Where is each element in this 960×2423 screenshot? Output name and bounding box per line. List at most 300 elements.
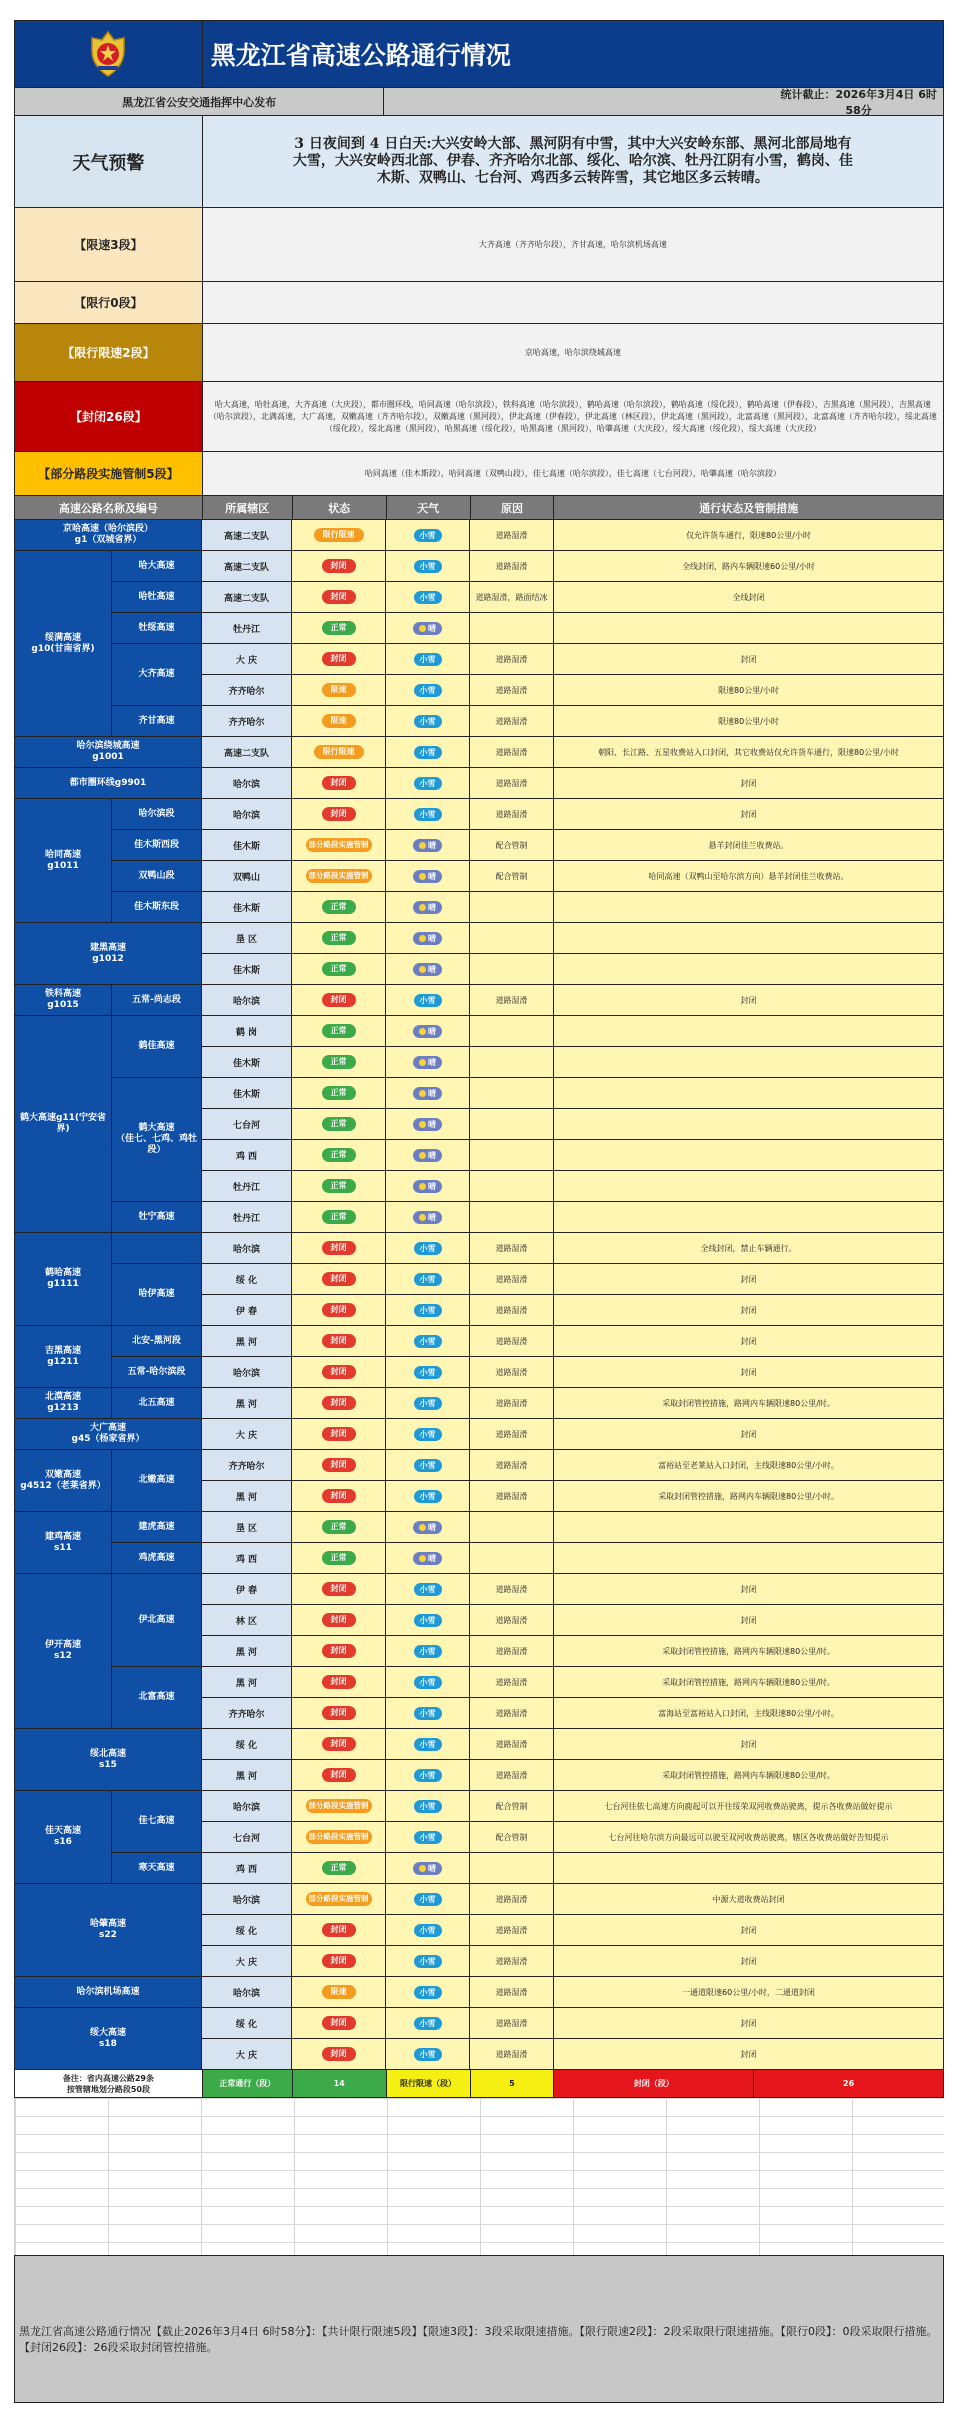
totals-note: 备注：省内高速公路29条 按管辖地划分路段50段 bbox=[15, 2070, 203, 2098]
summary-text bbox=[203, 282, 944, 324]
summary-row bbox=[14, 208, 944, 282]
highway-name: 都市圈环线g9901 bbox=[15, 768, 202, 799]
region-cell: 哈尔滨 bbox=[202, 768, 292, 799]
weather-warning-text: 3 日夜间到 4 日白天:大兴安岭大部、黑河阴有中雪，其中大兴安岭东部、黑河北部局地有大雪，大兴安岭西北部、伊春、齐齐哈尔北部、绥化、哈尔滨、牡丹江阴有小雪，鹤岗、佳木斯、双鸭山、七台河、鸡西多云转阵雪，其它地区多云转晴。 bbox=[203, 116, 944, 208]
snow-icon: 小雪 bbox=[414, 529, 442, 542]
highway-name: 铁科高速 g1015 bbox=[15, 985, 112, 1016]
measures-cell: 封闭 bbox=[554, 1326, 944, 1357]
region-cell: 牡丹江 bbox=[202, 1202, 292, 1233]
status-badge: 正常 bbox=[322, 1210, 356, 1224]
summary-text: 哈同高速（佳木斯段），哈同高速（双鸭山段），佳七高速（哈尔滨段），佳七高速（七台河段），哈肇高速（哈尔滨段） bbox=[203, 452, 944, 496]
section-name: 伊北高速 bbox=[112, 1574, 202, 1667]
highway-group bbox=[14, 2008, 944, 2070]
region-cell: 高速二支队 bbox=[202, 737, 292, 768]
col-name: 高速公路名称及编号 bbox=[15, 496, 203, 520]
reason-cell: 道路湿滑 bbox=[470, 1295, 554, 1326]
region-cell: 哈尔滨 bbox=[202, 799, 292, 830]
weather-cell bbox=[386, 675, 470, 706]
measures-cell bbox=[554, 923, 944, 954]
snow-icon: 小雪 bbox=[414, 1645, 442, 1658]
section-name: 牡宁高速 bbox=[112, 1202, 202, 1233]
highway-name: 哈同高速 g1011 bbox=[15, 799, 112, 923]
reason-cell: 道路湿滑 bbox=[470, 644, 554, 675]
snow-icon: 小雪 bbox=[414, 1583, 442, 1596]
region-cell: 绥 化 bbox=[202, 1729, 292, 1760]
measures-cell: 封闭 bbox=[554, 1295, 944, 1326]
summary-label: 【限行0段】 bbox=[15, 282, 203, 324]
status-badge: 封闭 bbox=[322, 1427, 356, 1441]
reason-cell bbox=[470, 1543, 554, 1574]
weather-cell bbox=[386, 1884, 470, 1915]
region-cell: 鸡 西 bbox=[202, 1543, 292, 1574]
reason-cell bbox=[470, 1016, 554, 1047]
highway-name: 哈尔滨机场高速 bbox=[15, 1977, 202, 2008]
status-badge: 部分路段实施管制 bbox=[306, 1892, 372, 1906]
status-badge: 封闭 bbox=[322, 559, 356, 573]
weather-cell bbox=[386, 830, 470, 861]
weather-cell bbox=[386, 1047, 470, 1078]
snow-icon: 小雪 bbox=[414, 1955, 442, 1968]
status-badge: 正常 bbox=[322, 1551, 356, 1565]
snow-icon: 小雪 bbox=[414, 1986, 442, 1999]
status-badge: 正常 bbox=[322, 931, 356, 945]
measures-cell bbox=[554, 954, 944, 985]
issuer: 黑龙江省公安交通指挥中心发布 bbox=[15, 88, 384, 116]
reason-cell bbox=[470, 613, 554, 644]
status-cell bbox=[292, 1791, 386, 1822]
summary-text: 大齐高速（齐齐哈尔段），齐甘高速，哈尔滨机场高速 bbox=[203, 208, 944, 282]
status-badge: 正常 bbox=[322, 1520, 356, 1534]
highway-group bbox=[14, 520, 944, 551]
measures-cell: 富海站至富裕站入口封闭，主线限速80公里/小时。 bbox=[554, 1698, 944, 1729]
status-badge: 封闭 bbox=[322, 1582, 356, 1596]
highway-group bbox=[14, 1016, 944, 1233]
measures-cell: 采取封闭管控措施，路网内车辆限速80公里/小时。 bbox=[554, 1481, 944, 1512]
weather-cell bbox=[386, 768, 470, 799]
status-cell bbox=[292, 1202, 386, 1233]
snow-icon: 小雪 bbox=[414, 1335, 442, 1348]
status-cell bbox=[292, 1078, 386, 1109]
snow-icon: 小雪 bbox=[414, 1707, 442, 1720]
reason-cell: 道路湿滑 bbox=[470, 1698, 554, 1729]
sunny-icon: 晴 bbox=[413, 1087, 442, 1100]
limit-count: 5 bbox=[471, 2070, 555, 2098]
weather-cell bbox=[386, 1109, 470, 1140]
status-badge: 封闭 bbox=[322, 1675, 356, 1689]
weather-cell bbox=[386, 1388, 470, 1419]
weather-cell bbox=[386, 644, 470, 675]
summary-row bbox=[14, 382, 944, 452]
sunny-icon: 晴 bbox=[413, 1149, 442, 1162]
totals-row bbox=[14, 2070, 944, 2098]
region-cell: 齐齐哈尔 bbox=[202, 706, 292, 737]
reason-cell: 道路湿滑 bbox=[470, 1636, 554, 1667]
snow-icon: 小雪 bbox=[414, 1769, 442, 1782]
measures-cell: 封闭 bbox=[554, 1264, 944, 1295]
status-badge: 部分路段实施管制 bbox=[306, 869, 372, 883]
snow-icon: 小雪 bbox=[414, 1893, 442, 1906]
reason-cell: 道路湿滑 bbox=[470, 2008, 554, 2039]
snow-icon: 小雪 bbox=[414, 1304, 442, 1317]
reason-cell: 道路湿滑 bbox=[470, 706, 554, 737]
reason-cell: 道路湿滑 bbox=[470, 799, 554, 830]
weather-cell bbox=[386, 1822, 470, 1853]
status-cell bbox=[292, 1698, 386, 1729]
snow-icon: 小雪 bbox=[414, 2048, 442, 2061]
measures-cell: 富裕站至老莱站入口封闭，主线限速80公里/小时。 bbox=[554, 1450, 944, 1481]
weather-cell bbox=[386, 1791, 470, 1822]
status-badge: 封闭 bbox=[322, 590, 356, 604]
status-cell bbox=[292, 954, 386, 985]
status-badge: 封闭 bbox=[322, 1706, 356, 1720]
measures-cell: 仅允许货车通行，限速80公里/小时 bbox=[554, 520, 944, 551]
status-cell bbox=[292, 1295, 386, 1326]
limit-label: 限行限速（段） bbox=[387, 2070, 471, 2098]
measures-cell: 采取封闭管控措施，路网内车辆限速80公里/时。 bbox=[554, 1760, 944, 1791]
weather-cell bbox=[386, 551, 470, 582]
weather-cell bbox=[386, 861, 470, 892]
snow-icon: 小雪 bbox=[414, 1924, 442, 1937]
region-cell: 高速二支队 bbox=[202, 551, 292, 582]
status-cell bbox=[292, 1388, 386, 1419]
section-name: 五常-哈尔滨段 bbox=[112, 1357, 202, 1388]
reason-cell: 道路湿滑 bbox=[470, 985, 554, 1016]
summary-text: 哈大高速，哈牡高速，大齐高速（大庆段），都市圈环线，哈同高速（哈尔滨段），铁科高速（哈尔滨段），鹤哈高速（哈尔滨段），鹤哈高速（绥化段），鹤哈高速（伊春段），吉黑高速（黑河段），吉黑高速（哈尔滨段），北满高速，大广高速，双嫩高速（齐齐哈尔段），双嫩高速（黑河段），伊北高速（伊春段），伊北高速（林区段），伊北高速（黑河段），北富高速（黑河段），北富高速（齐齐哈尔段），绥北高速（绥化段），绥北高速（黑河段），哈黑高速（绥化段），哈黑高速（黑河段），哈肇高速（大庆段），绥大高速（绥化段），绥大高速（大庆段） bbox=[203, 382, 944, 452]
snow-icon: 小雪 bbox=[414, 777, 442, 790]
weather-cell bbox=[386, 1419, 470, 1450]
col-region: 所属辖区 bbox=[203, 496, 293, 520]
region-cell: 黑 河 bbox=[202, 1636, 292, 1667]
status-badge: 正常 bbox=[322, 1179, 356, 1193]
region-cell: 佳木斯 bbox=[202, 892, 292, 923]
header-row bbox=[14, 20, 944, 88]
summary-row bbox=[14, 452, 944, 496]
status-badge: 正常 bbox=[322, 1024, 356, 1038]
measures-cell: 哈同高速（双鸭山至哈尔滨方向）悬羊封闭佳兰收费站。 bbox=[554, 861, 944, 892]
weather-cell bbox=[386, 1667, 470, 1698]
region-cell: 牡丹江 bbox=[202, 613, 292, 644]
highway-group bbox=[14, 1977, 944, 2008]
measures-cell: 封闭 bbox=[554, 799, 944, 830]
measures-cell: 封闭 bbox=[554, 2008, 944, 2039]
measures-cell bbox=[554, 613, 944, 644]
reason-cell: 道路湿滑 bbox=[470, 1357, 554, 1388]
reason-cell bbox=[470, 1078, 554, 1109]
weather-cell bbox=[386, 1946, 470, 1977]
region-cell: 哈尔滨 bbox=[202, 985, 292, 1016]
summary-label: 【限速3段】 bbox=[15, 208, 203, 282]
status-cell bbox=[292, 923, 386, 954]
measures-cell: 封闭 bbox=[554, 1946, 944, 1977]
status-cell bbox=[292, 675, 386, 706]
status-badge: 封闭 bbox=[322, 1954, 356, 1968]
weather-cell bbox=[386, 1326, 470, 1357]
sunny-icon: 晴 bbox=[413, 622, 442, 635]
measures-cell bbox=[554, 892, 944, 923]
highway-name: 鹤大高速g11(宁安省界) bbox=[15, 1016, 112, 1233]
summary-label: 【限行限速2段】 bbox=[15, 324, 203, 382]
measures-cell: 七台河往哈尔滨方向最远可以驶至双河收费站驶离，辖区各收费站做好告知提示 bbox=[554, 1822, 944, 1853]
status-badge: 封闭 bbox=[322, 993, 356, 1007]
measures-cell: 朝阳、长江路、五星收费站入口封闭，其它收费站仅允许货车通行，限速80公里/小时 bbox=[554, 737, 944, 768]
reason-cell bbox=[470, 1853, 554, 1884]
highway-group bbox=[14, 799, 944, 923]
snow-icon: 小雪 bbox=[414, 1397, 442, 1410]
region-cell: 哈尔滨 bbox=[202, 1977, 292, 2008]
section-name: 北五高速 bbox=[112, 1388, 202, 1419]
reason-cell bbox=[470, 1109, 554, 1140]
stat-time: 统计截止：2026年3月4日 6时58分 bbox=[384, 88, 944, 116]
measures-cell: 封闭 bbox=[554, 768, 944, 799]
status-cell bbox=[292, 1047, 386, 1078]
reason-cell: 道路湿滑 bbox=[470, 675, 554, 706]
snow-icon: 小雪 bbox=[414, 1242, 442, 1255]
measures-cell: 采取封闭管控措施，路网内车辆限速80公里/时。 bbox=[554, 1636, 944, 1667]
measures-cell: 封闭 bbox=[554, 1419, 944, 1450]
status-badge: 封闭 bbox=[322, 1396, 356, 1410]
status-cell bbox=[292, 1884, 386, 1915]
status-badge: 封闭 bbox=[322, 776, 356, 790]
reason-cell: 道路湿滑 bbox=[470, 551, 554, 582]
weather-cell bbox=[386, 613, 470, 644]
status-badge: 封闭 bbox=[322, 1644, 356, 1658]
highway-group bbox=[14, 1326, 944, 1388]
highway-group bbox=[14, 1233, 944, 1326]
status-cell bbox=[292, 799, 386, 830]
status-badge: 限速 bbox=[322, 714, 356, 728]
weather-cell bbox=[386, 1450, 470, 1481]
status-cell bbox=[292, 2039, 386, 2070]
status-badge: 封闭 bbox=[322, 1737, 356, 1751]
highway-group bbox=[14, 923, 944, 985]
section-name: 大齐高速 bbox=[112, 644, 202, 706]
region-cell: 大 庆 bbox=[202, 1946, 292, 1977]
measures-cell: 封闭 bbox=[554, 644, 944, 675]
status-cell bbox=[292, 613, 386, 644]
region-cell: 大 庆 bbox=[202, 2039, 292, 2070]
region-cell: 哈尔滨 bbox=[202, 1884, 292, 1915]
measures-cell: 限速80公里/小时 bbox=[554, 706, 944, 737]
snow-icon: 小雪 bbox=[414, 653, 442, 666]
highway-group bbox=[14, 1884, 944, 1977]
status-cell bbox=[292, 1543, 386, 1574]
weather-cell bbox=[386, 1295, 470, 1326]
snow-icon: 小雪 bbox=[414, 1676, 442, 1689]
reason-cell: 道路湿滑 bbox=[470, 1884, 554, 1915]
status-badge: 封闭 bbox=[322, 1241, 356, 1255]
snow-icon: 小雪 bbox=[414, 1831, 442, 1844]
police-emblem bbox=[15, 21, 203, 88]
status-cell bbox=[292, 1977, 386, 2008]
status-badge: 封闭 bbox=[322, 1613, 356, 1627]
measures-cell: 中源大道收费站封闭 bbox=[554, 1884, 944, 1915]
col-measures: 通行状态及管制措施 bbox=[554, 496, 944, 520]
region-cell: 绥 化 bbox=[202, 1264, 292, 1295]
measures-cell: 封闭 bbox=[554, 1915, 944, 1946]
reason-cell bbox=[470, 892, 554, 923]
status-cell bbox=[292, 1760, 386, 1791]
region-cell: 七台河 bbox=[202, 1822, 292, 1853]
reason-cell: 道路湿滑 bbox=[470, 1946, 554, 1977]
reason-cell: 道路湿滑 bbox=[470, 1388, 554, 1419]
section-name bbox=[112, 1233, 202, 1264]
reason-cell bbox=[470, 1171, 554, 1202]
status-badge: 部分路段实施管制 bbox=[306, 838, 372, 852]
measures-cell bbox=[554, 1853, 944, 1884]
snow-icon: 小雪 bbox=[414, 808, 442, 821]
snow-icon: 小雪 bbox=[414, 591, 442, 604]
status-cell bbox=[292, 861, 386, 892]
measures-cell: 全线封闭，禁止车辆通行。 bbox=[554, 1233, 944, 1264]
weather-cell bbox=[386, 1915, 470, 1946]
reason-cell: 配合管制 bbox=[470, 861, 554, 892]
status-cell bbox=[292, 1574, 386, 1605]
status-badge: 正常 bbox=[322, 621, 356, 635]
section-name: 寒天高速 bbox=[112, 1853, 202, 1884]
highway-name: 吉黑高速 g1211 bbox=[15, 1326, 112, 1388]
reason-cell: 道路湿滑 bbox=[470, 1574, 554, 1605]
reason-cell: 道路湿滑 bbox=[470, 1233, 554, 1264]
measures-cell: 封闭 bbox=[554, 2039, 944, 2070]
weather-cell bbox=[386, 1698, 470, 1729]
highway-name: 北漠高速 g1213 bbox=[15, 1388, 112, 1419]
section-name: 齐甘高速 bbox=[112, 706, 202, 737]
reason-cell: 道路湿滑 bbox=[470, 1667, 554, 1698]
status-cell bbox=[292, 582, 386, 613]
reason-cell: 道路湿滑 bbox=[470, 737, 554, 768]
status-badge: 正常 bbox=[322, 1861, 356, 1875]
highway-group bbox=[14, 1388, 944, 1419]
region-cell: 高速二支队 bbox=[202, 520, 292, 551]
highway-name: 建黑高速 g1012 bbox=[15, 923, 202, 985]
measures-cell: 封闭 bbox=[554, 985, 944, 1016]
weather-cell bbox=[386, 1574, 470, 1605]
sunny-icon: 晴 bbox=[413, 1118, 442, 1131]
summary-row bbox=[14, 282, 944, 324]
status-badge: 封闭 bbox=[322, 652, 356, 666]
highway-name: 双嫩高速 g4512（老莱省界） bbox=[15, 1450, 112, 1512]
sunny-icon: 晴 bbox=[413, 870, 442, 883]
region-cell: 鹤 岗 bbox=[202, 1016, 292, 1047]
sunny-icon: 晴 bbox=[413, 1025, 442, 1038]
reason-cell: 道路湿滑 bbox=[470, 1326, 554, 1357]
closed-label: 封闭（段） bbox=[554, 2070, 754, 2098]
table-header bbox=[14, 496, 944, 520]
measures-cell bbox=[554, 1109, 944, 1140]
measures-cell: 采取封闭管控措施，路网内车辆限速80公里/时。 bbox=[554, 1667, 944, 1698]
weather-cell bbox=[386, 923, 470, 954]
sunny-icon: 晴 bbox=[413, 1521, 442, 1534]
status-badge: 封闭 bbox=[322, 2047, 356, 2061]
status-badge: 封闭 bbox=[322, 1272, 356, 1286]
reason-cell: 道路湿滑 bbox=[470, 1481, 554, 1512]
region-cell: 哈尔滨 bbox=[202, 1791, 292, 1822]
snow-icon: 小雪 bbox=[414, 1428, 442, 1441]
weather-cell bbox=[386, 1140, 470, 1171]
region-cell: 绥 化 bbox=[202, 2008, 292, 2039]
snow-icon: 小雪 bbox=[414, 1738, 442, 1751]
status-cell bbox=[292, 1326, 386, 1357]
reason-cell: 配合管制 bbox=[470, 1791, 554, 1822]
publish-row bbox=[14, 88, 944, 116]
footer-summary: 黑龙江省高速公路通行情况【截止2026年3月4日 6时58分】：【共计限行限速5段】【限速3段】：3段采取限速措施。【限行限速2段】：2段采取限行限速措施。【限行0段】：0段采取限行措施。【封闭26段】：26段采取封闭管控措施。 bbox=[14, 2255, 944, 2403]
reason-cell: 道路湿滑 bbox=[470, 1419, 554, 1450]
section-name: 佳七高速 bbox=[112, 1791, 202, 1853]
region-cell: 哈尔滨 bbox=[202, 1357, 292, 1388]
region-cell: 鸡 西 bbox=[202, 1140, 292, 1171]
region-cell: 齐齐哈尔 bbox=[202, 1698, 292, 1729]
snow-icon: 小雪 bbox=[414, 1614, 442, 1627]
status-badge: 部分路段实施管制 bbox=[306, 1830, 372, 1844]
measures-cell: 封闭 bbox=[554, 1729, 944, 1760]
highway-group bbox=[14, 985, 944, 1016]
highway-name: 哈肇高速 s22 bbox=[15, 1884, 202, 1977]
snow-icon: 小雪 bbox=[414, 1273, 442, 1286]
status-badge: 封闭 bbox=[322, 1489, 356, 1503]
highway-group bbox=[14, 1729, 944, 1791]
status-cell bbox=[292, 1822, 386, 1853]
region-cell: 双鸭山 bbox=[202, 861, 292, 892]
section-name: 哈大高速 bbox=[112, 551, 202, 582]
section-name: 双鸭山段 bbox=[112, 861, 202, 892]
col-status: 状态 bbox=[293, 496, 387, 520]
section-name: 鹤大高速 （佳七、七鸡、鸡牡段） bbox=[112, 1078, 202, 1202]
measures-cell: 封闭 bbox=[554, 1357, 944, 1388]
measures-cell: 悬羊封闭佳兰收费站。 bbox=[554, 830, 944, 861]
reason-cell bbox=[470, 1140, 554, 1171]
normal-label: 正常通行（段） bbox=[203, 2070, 293, 2098]
weather-warning-row bbox=[14, 116, 944, 208]
snow-icon: 小雪 bbox=[414, 715, 442, 728]
highway-name: 京哈高速（哈尔滨段） g1（双城省界） bbox=[15, 520, 202, 551]
section-name: 鸡虎高速 bbox=[112, 1543, 202, 1574]
measures-cell bbox=[554, 1016, 944, 1047]
sunny-icon: 晴 bbox=[413, 1211, 442, 1224]
status-badge: 正常 bbox=[322, 962, 356, 976]
normal-count: 14 bbox=[293, 2070, 387, 2098]
measures-cell bbox=[554, 1202, 944, 1233]
reason-cell bbox=[470, 954, 554, 985]
weather-cell bbox=[386, 1357, 470, 1388]
section-name: 北嫩高速 bbox=[112, 1450, 202, 1512]
region-cell: 鸡 西 bbox=[202, 1853, 292, 1884]
region-cell: 黑 河 bbox=[202, 1326, 292, 1357]
snow-icon: 小雪 bbox=[414, 1459, 442, 1472]
weather-cell bbox=[386, 1605, 470, 1636]
col-weather: 天气 bbox=[387, 496, 471, 520]
page-title: 黑龙江省高速公路通行情况 bbox=[203, 21, 944, 88]
closed-count: 26 bbox=[754, 2070, 944, 2098]
status-cell bbox=[292, 1016, 386, 1047]
section-name: 哈尔滨段 bbox=[112, 799, 202, 830]
section-name: 佳木斯西段 bbox=[112, 830, 202, 861]
section-name: 佳木斯东段 bbox=[112, 892, 202, 923]
highway-group bbox=[14, 768, 944, 799]
status-cell bbox=[292, 1450, 386, 1481]
snow-icon: 小雪 bbox=[414, 746, 442, 759]
region-cell: 垦 区 bbox=[202, 1512, 292, 1543]
summary-label: 【封闭26段】 bbox=[15, 382, 203, 452]
status-badge: 封闭 bbox=[322, 1365, 356, 1379]
highway-group bbox=[14, 1574, 944, 1729]
reason-cell bbox=[470, 1047, 554, 1078]
summary-row bbox=[14, 324, 944, 382]
section-name: 北安-黑河段 bbox=[112, 1326, 202, 1357]
highway-group bbox=[14, 1512, 944, 1574]
reason-cell bbox=[470, 923, 554, 954]
weather-cell bbox=[386, 1481, 470, 1512]
status-cell bbox=[292, 1946, 386, 1977]
